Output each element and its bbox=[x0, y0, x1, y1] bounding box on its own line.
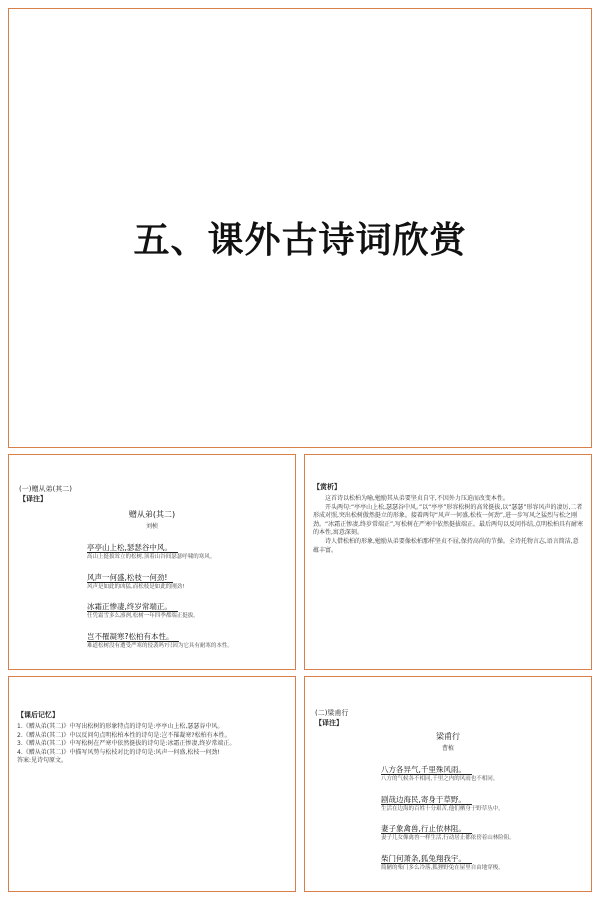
section-header: (二)梁甫行 bbox=[315, 709, 349, 717]
verse-note: 八方的气候各不相同,千里之内的风雨也不相同。 bbox=[381, 776, 499, 782]
memory-item: 1.《赠从弟(其二)》中写出松树的形象特点的诗句是:亭亭山上松,瑟瑟谷中风。 bbox=[17, 723, 224, 730]
poem-title: 赠从弟(其二) bbox=[128, 510, 176, 519]
verse-line: 妻子象禽兽,行止依林阻。 bbox=[381, 824, 472, 834]
verse-line: 亭亭山上松,瑟瑟谷中风。 bbox=[87, 543, 178, 553]
annotation-tag: 【译注】 bbox=[315, 719, 343, 727]
verse-note: 风声是如此的凶猛,而松枝是如此的刚劲! bbox=[87, 583, 185, 590]
verse-note: 任凭霜雪多么凛冽,松树一年四季都端正挺拔。 bbox=[87, 613, 199, 619]
slide-appreciation bbox=[304, 454, 592, 670]
poem-title: 梁甫行 bbox=[436, 732, 460, 741]
section-header: (一)赠从弟(其二) bbox=[19, 485, 72, 493]
slide-memory bbox=[8, 676, 296, 892]
poem-author: 曹植 bbox=[441, 745, 454, 752]
verse-note: 妻子儿女像禽兽一样生活,行动居止都依傍着山林险阻。 bbox=[381, 835, 515, 841]
verse-list bbox=[87, 535, 292, 650]
verse-line: 冰霜正惨凄,终岁常端正。 bbox=[87, 602, 178, 612]
verse-line: 柴门何萧条,狐兔翔我宇。 bbox=[381, 854, 472, 864]
slide-poem-1-annotation bbox=[8, 454, 296, 670]
verse-line: 风声一何盛,松枝一何劲! bbox=[87, 573, 173, 583]
paragraph: 诗人借松柏的形象,勉励从弟要像松柏那样坚贞不屈,保持高尚的节操。全诗托物言志,语言简洁,意蕴丰富。 bbox=[313, 537, 579, 554]
memory-item: 3.《赠从弟(其二)》中写松树在严寒中依然挺拔的诗句是:冰霜正惨凄,终岁常端正。 bbox=[17, 740, 236, 748]
verse-note: 简陋的柴门多么冷落,狐狸野兔在屋里自由地穿梭。 bbox=[381, 864, 504, 871]
appreciation-tag: 【赏析】 bbox=[313, 483, 341, 491]
verse-note: 难道松树没有遭受严寒的侵袭吗?只因为它具有耐寒的本性。 bbox=[87, 642, 233, 649]
verse-list bbox=[381, 757, 587, 872]
memory-footer: 答案:见诗句原文。 bbox=[17, 757, 68, 765]
verse-note: 生活在边海的百姓十分艰苦,他们栖身于野草丛中。 bbox=[381, 805, 504, 812]
slide-poem-2-annotation bbox=[304, 676, 592, 892]
verse-line: 岂不罹凝寒?松柏有本性。 bbox=[87, 632, 179, 642]
memory-item: 4.《赠从弟(其二)》中描写风势与松枝对比的诗句是:风声一何盛,松枝一何劲! bbox=[17, 748, 220, 756]
memory-tag: 【课后记忆】 bbox=[17, 711, 59, 719]
paragraph: 这首诗以松柏为喻,勉励其从弟要坚贞自守,不因外力压迫而改变本性。 bbox=[325, 495, 509, 502]
memory-item: 2.《赠从弟(其二)》中以反问句点明松柏本性的诗句是:岂不罹凝寒?松柏有本性。 bbox=[17, 731, 231, 739]
title-slide bbox=[8, 8, 592, 448]
annotation-tag: 【译注】 bbox=[19, 495, 47, 503]
verse-line: 剧哉边海民,寄身于草野。 bbox=[381, 795, 472, 805]
verse-line: 八方各异气,千里殊风雨。 bbox=[381, 765, 472, 775]
verse-note: 高山上挺拔耸立的松树,顶着山谷间瑟瑟呼啸的寒风。 bbox=[87, 554, 216, 560]
slide-title: 五、课外古诗词欣赏 bbox=[133, 220, 467, 261]
appreciation-text bbox=[313, 495, 583, 555]
memory-list bbox=[17, 723, 287, 766]
poem-author: 刘桢 bbox=[145, 523, 158, 530]
paragraph: 开头两句:“亭亭山上松,瑟瑟谷中风。”以“亭亭”形容松树的高耸挺拔,以“瑟瑟”形容风声的凄厉,二者形成对照,突出松树傲然挺立的形象。接着两句“风声一何盛,松枝一何劲”,进一步写风之猛烈与松之刚劲。“冰霜正惨凄,终岁常端正”,写松树在严寒中依然挺拔端正。最后两句以反问作结,点明松柏具有耐寒的本性,寓意深刻。 bbox=[313, 503, 583, 537]
